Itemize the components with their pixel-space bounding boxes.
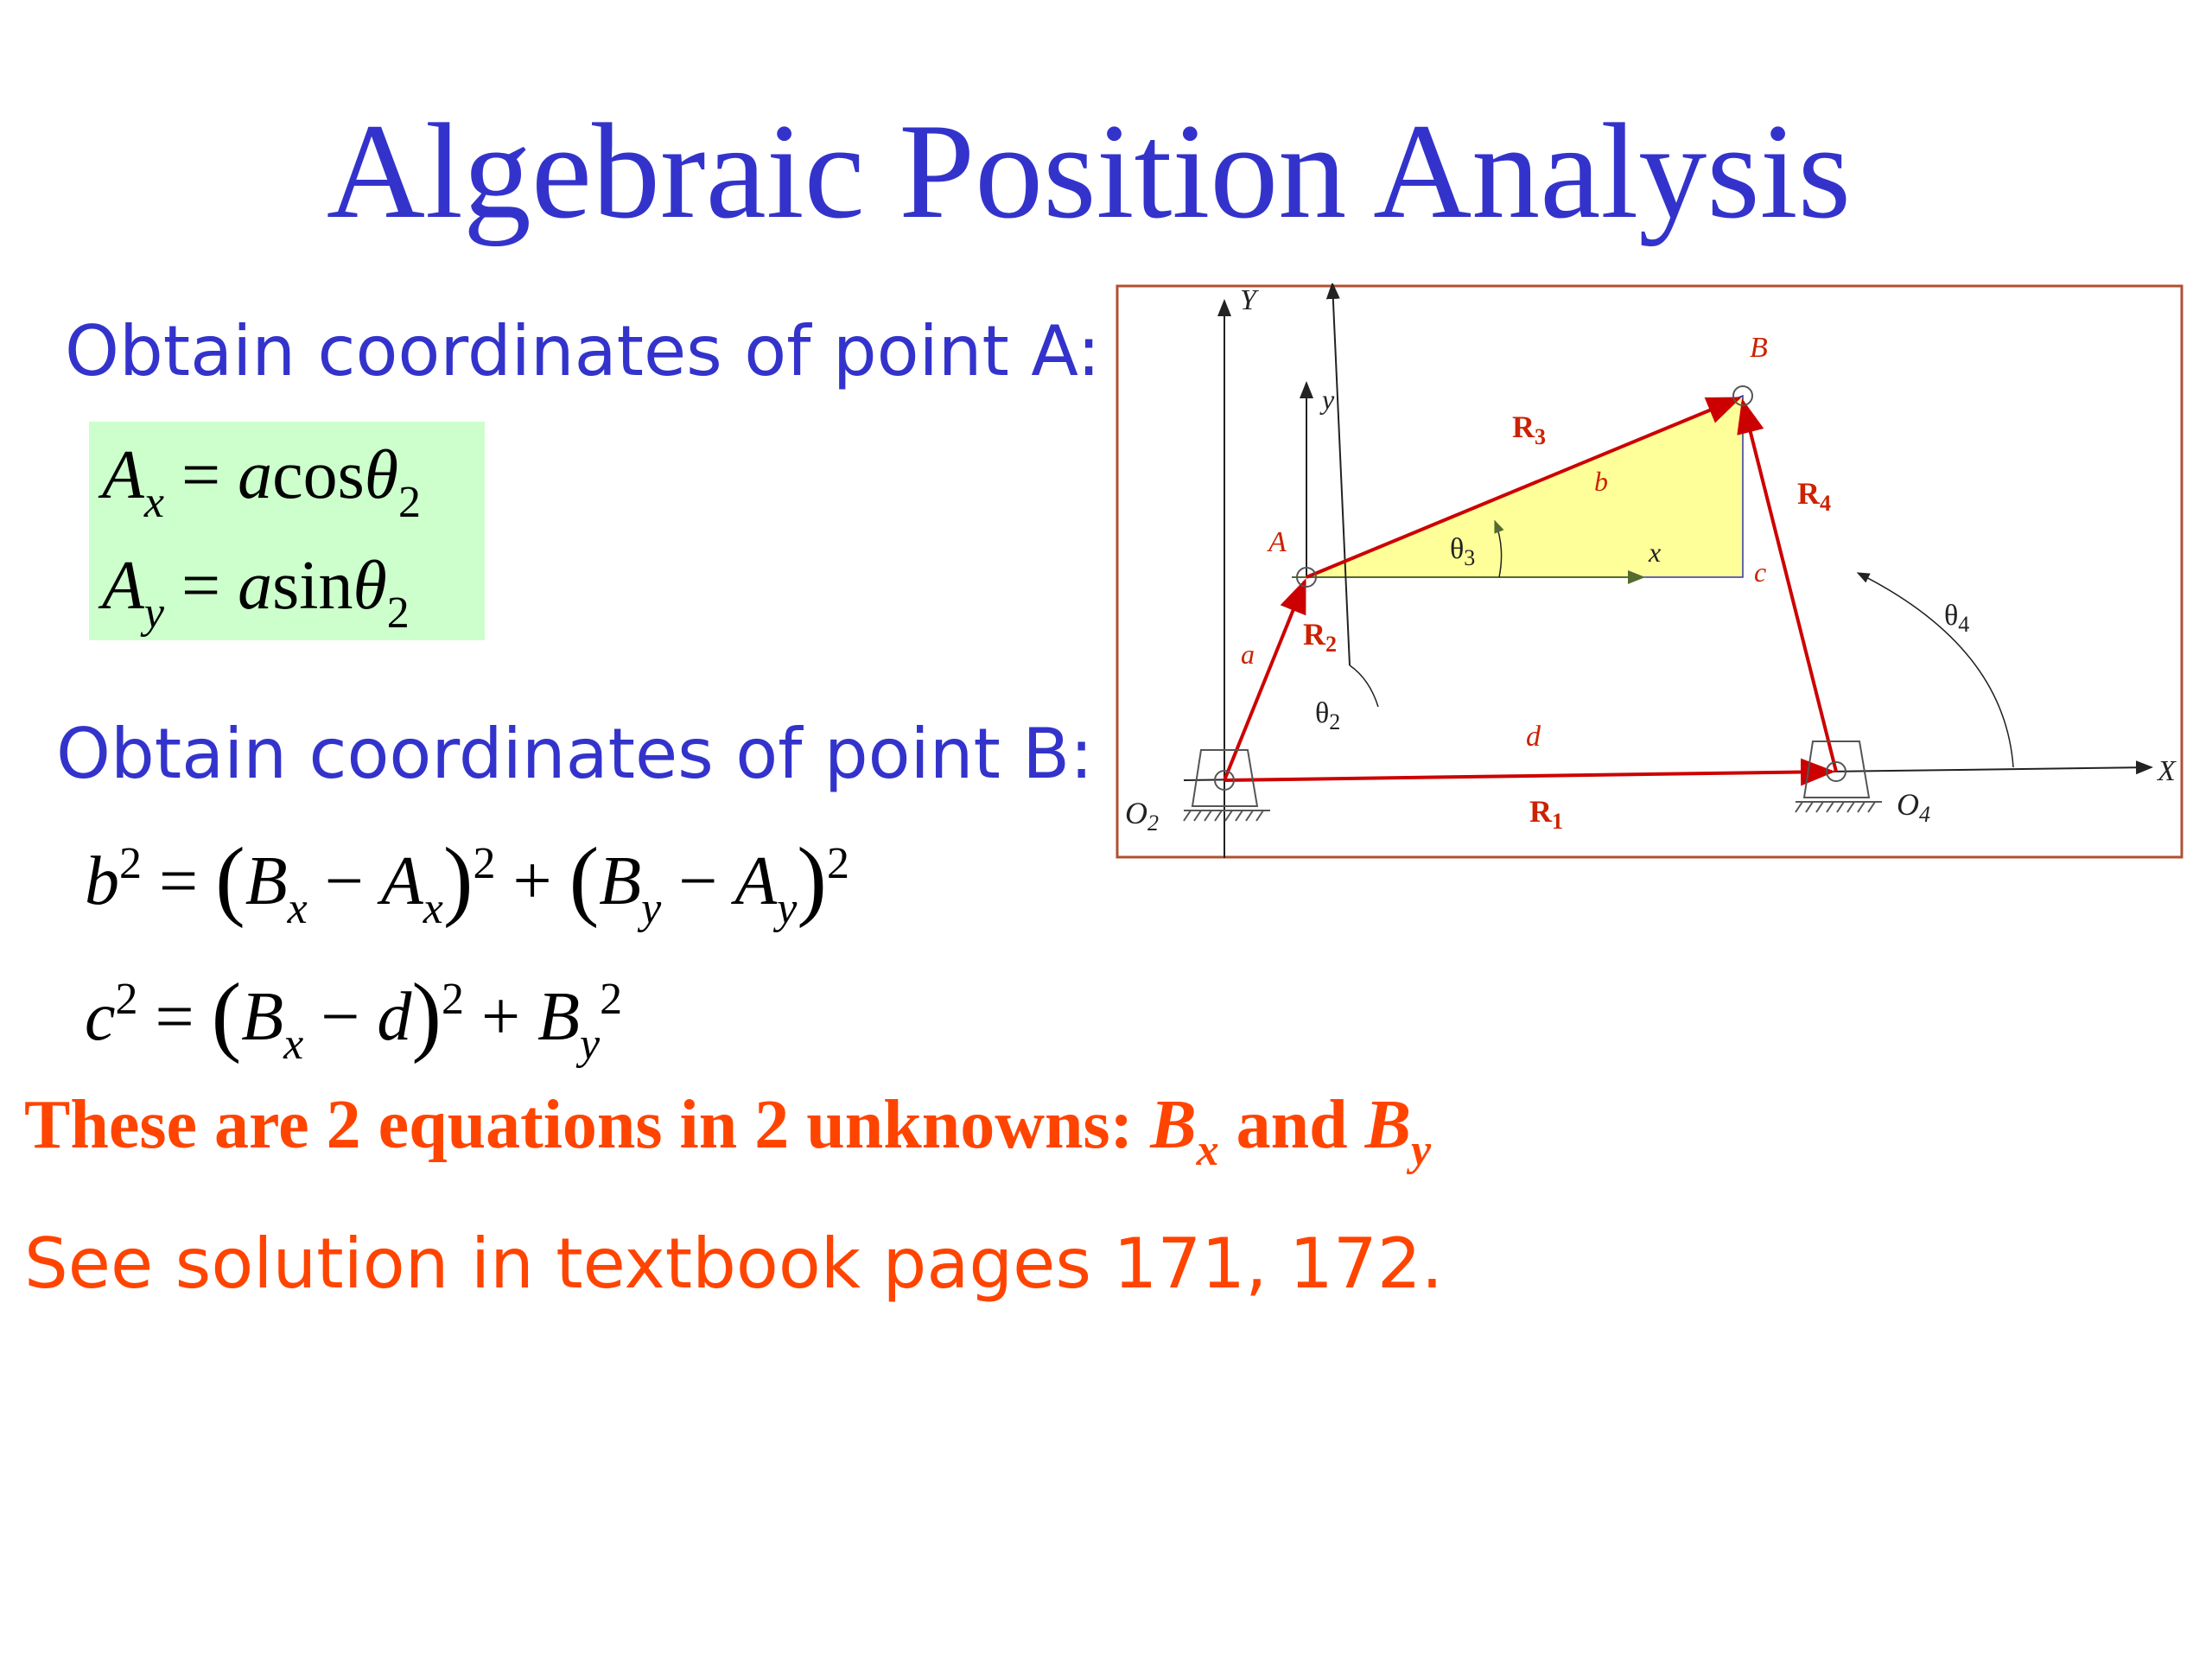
unknowns-note: These are 2 equations in 2 unknowns: $B_x$ and $B_y$ — [24, 1087, 1432, 1175]
label-local-x: x — [1649, 537, 1662, 568]
label-len-a: a — [1241, 639, 1255, 670]
equation-box-point-a — [89, 422, 485, 640]
equation-ax: $A_x = acos\theta_2$ — [102, 437, 422, 527]
label-r3: $R_3$ — [1512, 410, 1546, 449]
label-r1: $R_1$ — [1529, 794, 1563, 834]
label-len-c: c — [1754, 556, 1767, 588]
equation-c-squared: $c^2 = (B_x - d)^2 + B_y^2$ — [85, 965, 623, 1069]
slide-title: Algebraic Position Analysis — [326, 96, 1852, 247]
heading-point-b: Obtain coordinates of point B: — [56, 714, 1094, 794]
label-theta3: $\theta_3$ — [1450, 533, 1476, 570]
heading-point-a: Obtain coordinates of point A: — [65, 311, 1101, 391]
label-point-a: A — [1268, 526, 1287, 558]
label-o2: $O_2$ — [1125, 796, 1159, 836]
label-r4: $R_4$ — [1797, 476, 1831, 516]
textbook-reference: See solution in textbook pages 171, 172. — [24, 1224, 1444, 1304]
label-r2: $R_2$ — [1303, 617, 1337, 657]
label-local-y: y — [1322, 384, 1335, 415]
label-theta4: $\theta_4$ — [1944, 600, 1970, 637]
label-global-x: X — [2158, 755, 2176, 787]
label-len-b: b — [1594, 466, 1608, 497]
label-global-y: Y — [1240, 284, 1256, 316]
label-theta2: $\theta_2$ — [1315, 697, 1341, 734]
label-len-d: d — [1526, 721, 1541, 753]
equation-b-squared: $b^2 = (B_x - A_x)^2 + (B_y - A_y)^2$ — [85, 830, 849, 933]
equation-ay: $A_y = asin\theta_2$ — [102, 548, 410, 638]
label-o4: $O_4$ — [1897, 787, 1930, 827]
label-point-b: B — [1750, 332, 1768, 364]
fourbar-linkage-diagram — [1115, 283, 2184, 860]
